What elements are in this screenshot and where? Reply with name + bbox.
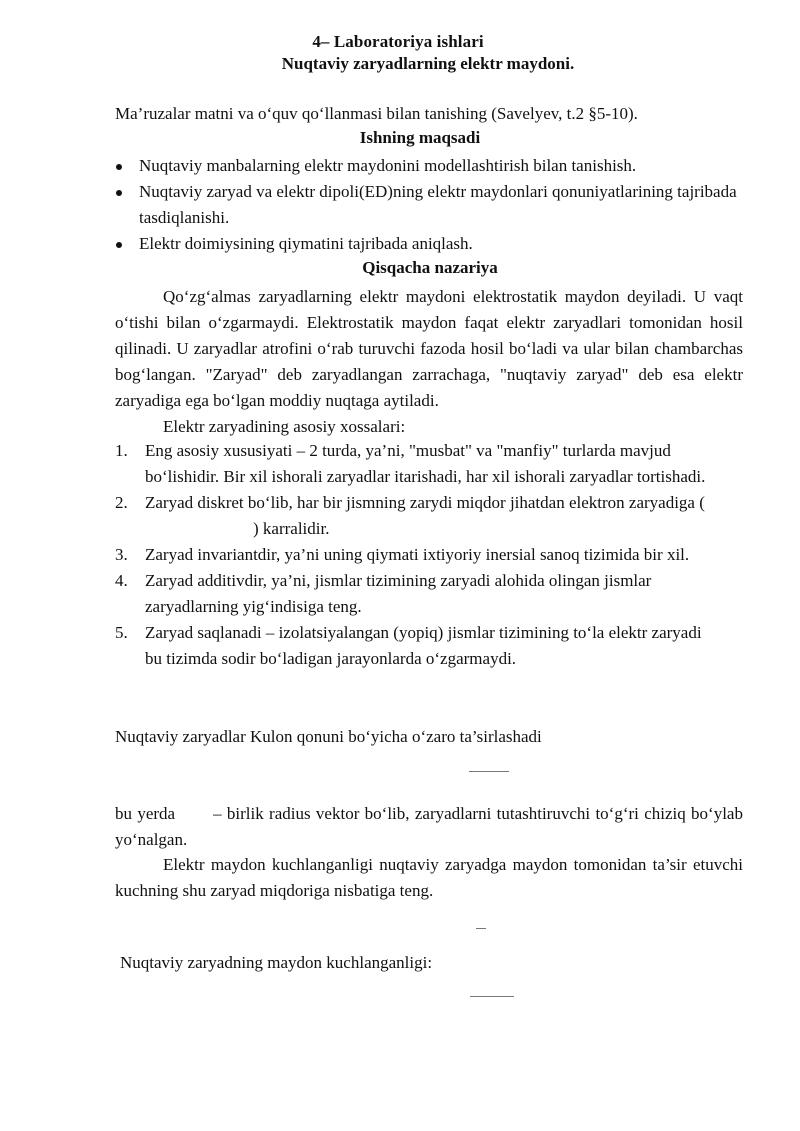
bullet-icon [116, 164, 122, 170]
bullet-icon [116, 242, 122, 248]
goal-item-text: Nuqtaviy manbalarning elektr maydonini modellashtirish bilan tanishish. [139, 156, 637, 175]
list-item [115, 490, 715, 542]
list-number: 4. [115, 571, 128, 590]
goal-list [115, 153, 755, 257]
intro-text: Ma’ruzalar matni va o‘quv qo‘llanmasi bilan tanishing (Savelyev, t.2 §5-10). [115, 104, 638, 123]
point-field-label: Nuqtaviy zaryadning maydon kuchlanganligi: [120, 953, 433, 972]
property-text: Zaryad saqlanadi – izolatsiyalangan (yopiq) jismlar tizimining to‘la elektr zaryadi bu tizimda sodir bo‘ladigan jarayonlarda o‘zgarmaydi. [145, 623, 702, 668]
property-tail: ) karralidir. [253, 519, 330, 538]
property-text: Zaryad additivdir, ya’ni, jismlar tizimining zaryadi alohida olingan jismlar zaryadlarning yig‘indisiga teng. [145, 571, 652, 616]
coulomb-sentence: Nuqtaviy zaryadlar Kulon qonuni bo‘yicha o‘zaro ta’sirlashadi [115, 727, 542, 746]
properties-intro: Elektr zaryadining asosiy xossalari: [163, 417, 406, 436]
properties-list [115, 438, 715, 672]
property-text: Zaryad diskret bo‘lib, har bir jismning zarydi miqdor jihatdan elektron zaryadiga ( [145, 493, 705, 512]
subject-title: Nuqtaviy zaryadlarning elektr maydoni. [281, 54, 575, 73]
goal-item-text: Elektr doimiysining qiymatini tajribada aniqlash. [139, 234, 473, 253]
goal-heading: Ishning maqsadi [359, 128, 481, 147]
list-number: 5. [115, 623, 128, 642]
list-item [115, 179, 755, 231]
formula-fraction-line [470, 996, 514, 997]
formula-fraction-line [469, 771, 509, 772]
list-item [115, 542, 715, 568]
list-item [115, 438, 715, 490]
theory-paragraph: Qo‘zg‘almas zaryadlarning elektr maydoni elektrostatik maydon deyiladi. U vaqt o‘tishi bilan o‘zgarmaydi. Elektrostatik maydon faqat elektr zaryadlari tomonidan hosil qilinadi. U zaryadlar atrofini o‘rab turuvchi fazoda hosil bo‘ladi va ular bilan chambarchas bog‘langan. "Zaryad" deb zaryadlangan zarrachaga, "nuqtaviy zaryad" deb esa elektr zaryadiga ega bo‘lgan moddiy nuqtaga aytiladi. [115, 287, 743, 410]
property-text: Zaryad invariantdir, ya’ni uning qiymati ixtiyoriy inersial sanoq tizimida bir xil. [145, 545, 690, 564]
formula-fraction-line [476, 928, 486, 929]
list-number: 2. [115, 493, 128, 512]
list-item [115, 231, 755, 257]
list-number: 1. [115, 441, 128, 460]
unit-vector-text: bu yerda – birlik radius vektor bo‘lib, zaryadlarni tutashtiruvchi to‘g‘ri chiziq bo‘ylab yo‘nalgan. [115, 804, 743, 849]
list-number: 3. [115, 545, 128, 564]
lab-title: 4– Laboratoriya ishlari [312, 32, 484, 51]
theory-heading: Qisqacha nazariya [362, 258, 498, 277]
list-item [115, 153, 755, 179]
goal-item-text: Nuqtaviy zaryad va elektr dipoli(ED)ning elektr maydonlari qonuniyatlarining tajribada tasdiqlanishi. [139, 182, 737, 227]
list-item [115, 620, 715, 672]
list-item [115, 568, 715, 620]
field-definition: Elektr maydon kuchlanganligi nuqtaviy zaryadga maydon tomonidan ta’sir etuvchi kuchning shu zaryad miqdoriga nisbatiga teng. [115, 855, 743, 900]
property-text: Eng asosiy xususiyati – 2 turda, ya’ni, "musbat" va "manfiy" turlarda mavjud bo‘lishidir. Bir xil ishorali zaryadlar itarishadi, har xil ishorali zaryadlar tortishadi. [145, 441, 706, 486]
bullet-icon [116, 190, 122, 196]
